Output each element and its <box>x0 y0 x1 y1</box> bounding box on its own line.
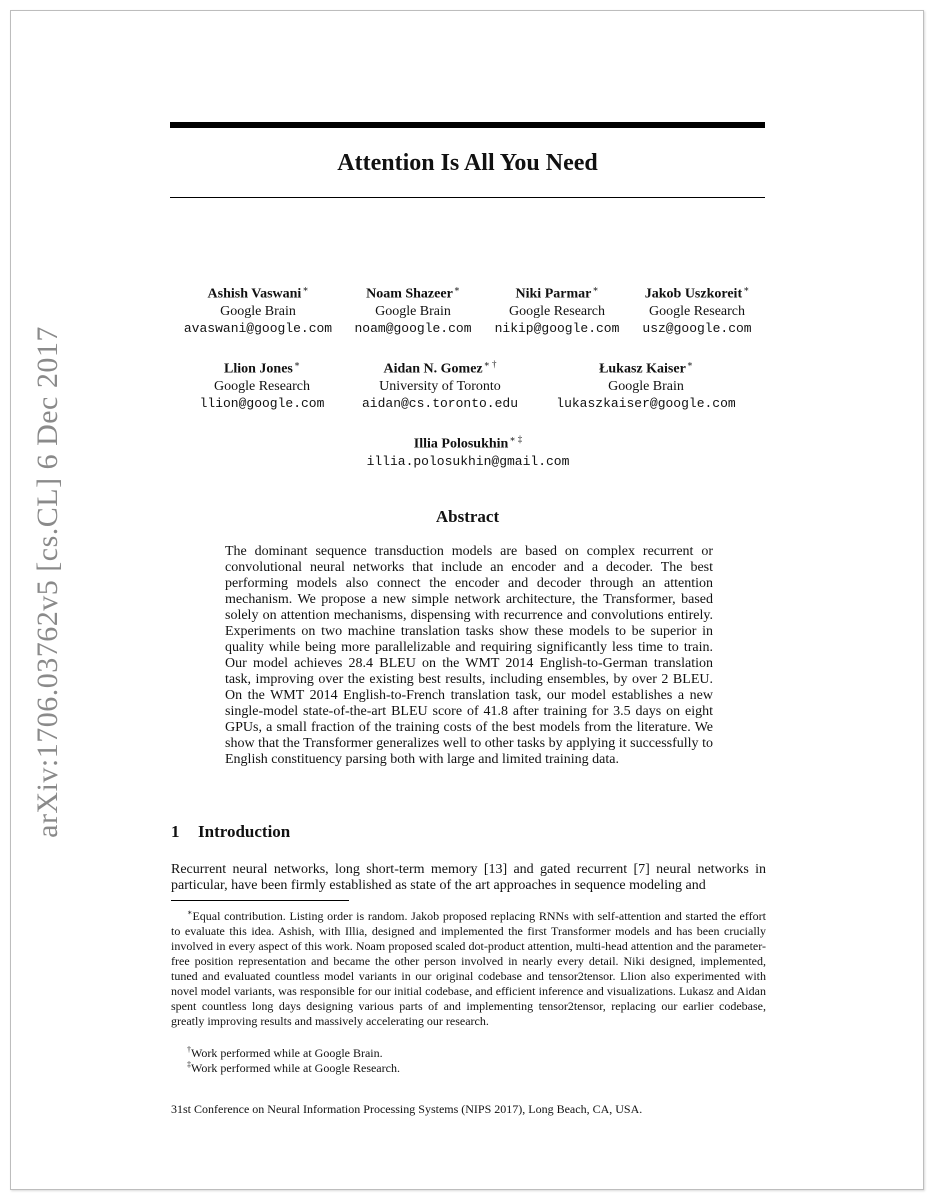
paper-title: Attention Is All You Need <box>337 150 598 176</box>
author-mark: ∗ <box>293 359 300 369</box>
footnote-mark: ∗ <box>187 908 193 917</box>
author-block <box>354 281 471 337</box>
abstract-text: The dominant sequence transduction models are based on complex recurrent or convolutional neural networks that include an encoder and a decoder. The best performing models also connect the encoder and decoder through an attention mechanism. We propose a new simple network architecture, the Transformer, based solely on attention mechanisms, dispensing with recurrence and convolutions entirely. Experiments on two machine translation tasks show these models to be superior in quality while being more parallelizable and requiring significantly less time to train. Our model achieves 28.4 BLEU on the WMT 2014 English-to-German translation task, improving over the existing best results, including ensembles, by over 2 BLEU. On the WMT 2014 English-to-French translation task, our model establishes a new single-model state-of-the-art BLEU score of 41.8 after training for 3.5 days on eight GPUs, a small fraction of the training costs of the best models from the literature. We show that the Transformer generalizes well to other tasks by applying it successfully to English constituency parsing both with large and limited training data. <box>225 544 713 767</box>
footnote-text: Work performed while at Google Research. <box>191 1061 400 1075</box>
author-name: Łukasz Kaiser <box>599 361 686 377</box>
author-mark: ∗ <box>592 284 599 294</box>
footnote-rule <box>171 900 349 901</box>
footnote-mark: † <box>187 1045 191 1054</box>
section-title: Introduction <box>198 822 291 841</box>
arxiv-stamp: arXiv:1706.03762v5 [cs.CL] 6 Dec 2017 <box>31 326 64 838</box>
author-affiliation: Google Brain <box>220 303 296 319</box>
author-mark: ∗ ‡ <box>509 434 523 444</box>
author-block <box>495 281 620 337</box>
author-name: Ashish Vaswani <box>207 286 302 302</box>
author-affiliation: Google Brain <box>375 303 451 319</box>
author-name: Niki Parmar <box>515 286 592 302</box>
author-affiliation: Google Research <box>508 303 606 319</box>
author-mark: ∗ <box>302 284 309 294</box>
author-affiliation: Google Research <box>648 303 746 319</box>
footnote-text: Work performed while at Google Brain. <box>191 1046 383 1060</box>
author-affiliation: University of Toronto <box>379 378 501 394</box>
author-email: noam@google.com <box>354 320 472 336</box>
author-email: llion@google.com <box>199 395 325 411</box>
title-bottom-rule <box>170 197 765 198</box>
author-name: Illia Polosukhin <box>413 436 509 452</box>
author-email: lukaszkaiser@google.com <box>556 395 736 411</box>
venue-note: 31st Conference on Neural Information Processing Systems (NIPS 2017), Long Beach, CA, USA. <box>171 1102 643 1116</box>
author-block <box>556 356 735 412</box>
author-block <box>362 356 518 412</box>
author-block <box>200 356 325 412</box>
author-name: Llion Jones <box>224 361 293 377</box>
section-heading <box>171 822 290 842</box>
footnote-mark: ‡ <box>187 1060 191 1069</box>
author-email: illia.polosukhin@gmail.com <box>366 453 570 469</box>
footnote-equal-contribution <box>171 905 766 1029</box>
author-affiliation: Google Research <box>213 378 311 394</box>
author-mark: ∗ † <box>483 359 497 369</box>
author-email: avaswani@google.com <box>183 320 333 336</box>
author-block <box>184 281 332 337</box>
author-affiliation: Google Brain <box>608 378 684 394</box>
introduction-text: Recurrent neural networks, long short-term memory [13] and gated recurrent [7] neural networks in particular, have been firmly established as state of the art approaches in sequence modeling and <box>171 862 766 893</box>
section-number: 1 <box>171 822 180 841</box>
footnote-text: Equal contribution. Listing order is random. Jakob proposed replacing RNNs with self-attention and started the effort to evaluate this idea. Ashish, with Illia, designed and implemented the first Transformer models and has been crucially involved in every aspect of this work. Noam proposed scaled dot-product attention, multi-head attention and the parameter-free position representation and became the other person involved in nearly every detail. Niki designed, implemented, tuned and evaluated countless model variants in our original codebase and tensor2tensor. Llion also experimented with novel model variants, was responsible for our initial codebase, and efficient inference and visualizations. Lukasz and Aidan spent countless long days designing various parts of and implementing tensor2tensor, replacing our earlier codebase, greatly improving results and massively accelerating our research. <box>171 909 766 1028</box>
abstract-heading: Abstract <box>435 507 500 526</box>
author-name: Noam Shazeer <box>366 286 453 302</box>
author-name: Aidan N. Gomez <box>383 361 483 377</box>
author-block <box>642 281 751 337</box>
author-mark: ∗ <box>686 359 693 369</box>
author-block <box>367 431 570 470</box>
author-email: usz@google.com <box>642 320 752 336</box>
author-mark: ∗ <box>743 284 750 294</box>
author-name: Jakob Uszkoreit <box>644 286 743 302</box>
title-top-rule <box>170 122 765 128</box>
author-mark: ∗ <box>453 284 460 294</box>
author-email: nikip@google.com <box>494 320 620 336</box>
author-email: aidan@cs.toronto.edu <box>361 395 519 411</box>
footnote-google-research <box>187 1057 400 1076</box>
